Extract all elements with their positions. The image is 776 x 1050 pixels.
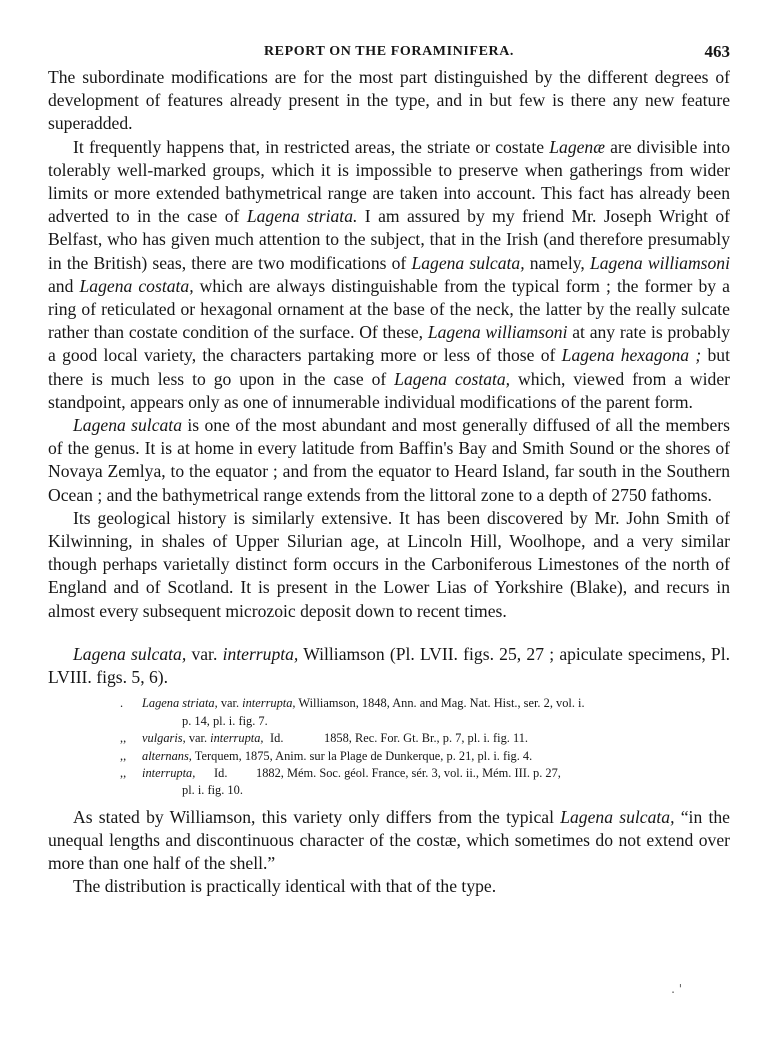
text-run: It frequently happens that, in restricted areas, the striate or costate [73, 136, 550, 157]
running-header [48, 40, 730, 66]
taxon-name: Lagena sulcata, [560, 806, 675, 827]
synonym-text [142, 730, 730, 747]
synonym-ref: Williamson, 1848, Ann. and Mag. Nat. Hist., ser. 2, vol. i. [295, 696, 585, 711]
species-heading [48, 643, 730, 689]
paragraph-5 [48, 806, 730, 876]
synonym-text [142, 748, 730, 765]
taxon-name: Lagena costata, [394, 368, 511, 389]
text-run: I am assured by my friend Mr. Joseph Wright of Belfast, who has given much attention to the subject, that in the Irish (and therefore presumably in the British) seas, there are two modifications of [48, 206, 731, 273]
synonym-entry [48, 695, 730, 730]
species-name: Lagena sulcata, [73, 643, 187, 664]
synonym-text [142, 695, 730, 730]
paragraph-3 [48, 414, 730, 507]
synonym-ref: 1882, Mém. Soc. géol. France, sér. 3, vol. ii., Mém. III. p. 27, [256, 765, 561, 780]
taxon-name: Lagena sulcata, [411, 252, 525, 273]
text-run: which are always distinguishable from the typical form ; the former by a ring of reticulated or hexagonal ornament at the base of the neck, the latter by the really sulcate rather than costate condition of the surface. Of these, [48, 275, 730, 343]
synonym-name: alternans, [142, 748, 192, 763]
taxon-name: Lagena sulcata [73, 415, 182, 436]
synonym-text [142, 765, 730, 800]
body-text [48, 66, 730, 899]
quotation: “in the unequal lengths and discontinuous character of the costæ, which sometimes do not extend over more than one half of the shell.” [48, 806, 730, 874]
synonym-var: var. [185, 731, 211, 746]
synonym-mark: ,, [120, 731, 127, 746]
synonym-name: Lagena striata, [142, 696, 218, 711]
species-authority: Williamson (Pl. LVII. figs. 25, 27 ; apiculate specimens, Pl. LVIII. figs. 5, 6). [48, 643, 731, 688]
paragraph-6: The distribution is practically identical with that of the type. [73, 876, 497, 897]
paragraph-4: Its geological history is similarly extensive. It has been discovered by Mr. John Smith of Kilwinning, in shales of Upper Silurian age, at Lincoln Hill, Woolhope, and a very similar though perhaps varietally distinct form occurs in the Carboniferous Limestones of the north of England and of Scotland. It is present in the Lower Lias of Yorkshire (Blake), and recurs in almost every subsequent microzoic deposit down to recent times. [48, 507, 730, 621]
stray-marks: . ' [671, 982, 682, 996]
synonym-var-name: interrupta, [210, 731, 264, 746]
paragraph-1: The subordinate modifications are for the most part distinguished by the different degrees of development of features already present in the type, and in but few is there any new feature superadded. [48, 67, 730, 134]
synonym-var: var. [217, 696, 243, 711]
text-run: which, viewed from a wider standpoint, appears only as one of innumerable individual modifications of the parent form. [48, 368, 730, 412]
synonym-entry [48, 730, 730, 747]
text-run: is one of the most abundant and most generally diffused of all the members of the genus. It is at home in every latitude from Baffin's Bay and Smith Sound or the shores of Novaya Zemlya, to the equator ; and from the equator to Heard Island, far south in the Southern Ocean ; and the bathymetrical range extends from the littoral zone to a depth of 2750 fathoms. [48, 415, 730, 505]
text-run: but there is much less to go upon in the case of [48, 345, 730, 389]
text-run: at any rate is probably a good local variety, the characters partaking more or less of those of [48, 322, 730, 366]
text-run: As stated by Williamson, this variety only differs from the typical [73, 806, 561, 827]
synonym-entry [48, 765, 730, 800]
taxon-name: Lagena striata. [246, 206, 358, 227]
synonym-id: Id. [270, 731, 284, 746]
synonym-mark: ,, [120, 748, 127, 763]
synonymy-list [48, 695, 730, 799]
synonym-ref: Terquem, 1875, Anim. sur la Plage de Dunkerque, p. 21, pl. i. fig. 4. [191, 748, 533, 763]
synonym-continuation: pl. i. fig. 10. [182, 783, 243, 798]
text-run: namely, [524, 252, 590, 273]
synonym-entry [48, 748, 730, 765]
page-number: 463 [704, 42, 730, 61]
taxon-name: Lagena hexagona ; [561, 345, 702, 366]
paragraph-2 [48, 136, 730, 414]
variety-name: interrupta, [222, 643, 299, 664]
page [48, 40, 730, 899]
taxon-name: Lagena williamsoni [589, 252, 730, 273]
synonym-mark: . [120, 696, 124, 711]
synonym-ref: 1858, Rec. For. Gt. Br., p. 7, pl. i. fig. 11. [324, 731, 528, 746]
synonym-var-name: interrupta, [242, 696, 296, 711]
taxon-name: Lagena costata, [79, 275, 194, 296]
synonym-mark: ,, [120, 765, 127, 780]
synonym-name: vulgaris, [142, 731, 186, 746]
taxon-name: Lagena williamsoni [427, 322, 568, 343]
synonym-id: Id. [214, 765, 228, 780]
taxon-name: Lagenæ [549, 136, 605, 157]
synonym-continuation: p. 14, pl. i. fig. 7. [182, 713, 268, 728]
text-run: and [48, 275, 80, 296]
var-label: var. [186, 643, 223, 664]
text-run: are divisible into tolerably well-marked groups, which it is impossible to preserve when gatherings from wider limits or more extended bathymetrical range are taken into account. This fact has already been adverted to in the case of [48, 136, 730, 227]
running-title: REPORT ON THE FORAMINIFERA. [263, 44, 515, 59]
synonym-name: interrupta, [142, 765, 196, 780]
